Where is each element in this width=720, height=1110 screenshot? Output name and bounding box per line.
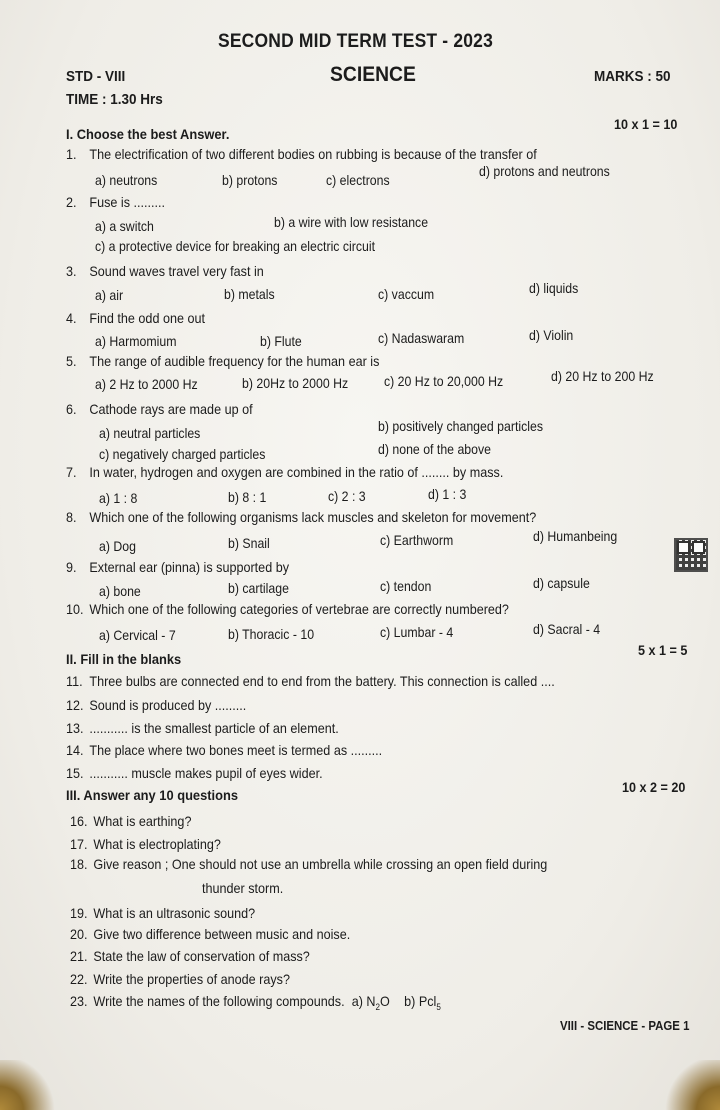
option: b) Thoracic - 10 bbox=[228, 626, 315, 642]
page-footer: VIII - SCIENCE - PAGE 1 bbox=[560, 1018, 690, 1033]
option: d) Sacral - 4 bbox=[533, 621, 601, 637]
question-17: 17. What is electroplating? bbox=[70, 836, 221, 852]
option: b) Flute bbox=[260, 333, 302, 349]
option: a) bone bbox=[99, 583, 141, 599]
section2-heading: II. Fill in the blanks bbox=[66, 651, 182, 667]
question-20: 20. Give two difference between music and noise. bbox=[70, 926, 351, 942]
option: d) 1 : 3 bbox=[428, 486, 467, 502]
option: c) tendon bbox=[380, 578, 432, 594]
qr-code bbox=[674, 538, 708, 572]
option: b) 20Hz to 2000 Hz bbox=[242, 375, 349, 391]
question-3: 3. Sound waves travel very fast in bbox=[66, 263, 264, 279]
option: d) Humanbeing bbox=[533, 528, 618, 544]
option: c) Lumbar - 4 bbox=[380, 624, 454, 640]
subject-title: SCIENCE bbox=[330, 63, 416, 86]
section1-heading: I. Choose the best Answer. bbox=[66, 126, 230, 142]
question-9: 9. External ear (pinna) is supported by bbox=[66, 559, 290, 575]
option: d) none of the above bbox=[378, 441, 492, 457]
option: a) Harmomium bbox=[95, 333, 177, 349]
option: b) a wire with low resistance bbox=[274, 214, 429, 230]
question-23: 23. Write the names of the following compounds. a) $N_2O$ b) Pcl$_5$ bbox=[70, 993, 441, 1012]
option: c) a protective device for breaking an electric circuit bbox=[95, 238, 376, 254]
option: a) 1 : 8 bbox=[99, 490, 138, 506]
option: d) 20 Hz to 200 Hz bbox=[551, 368, 654, 384]
question-1: 1. The electrification of two different bodies on rubbing is because of the transfer of bbox=[66, 146, 537, 162]
option: b) metals bbox=[224, 286, 275, 302]
question-7: 7. In water, hydrogen and oxygen are combined in the ratio of ........ by mass. bbox=[66, 464, 504, 480]
option: c) 20 Hz to 20,000 Hz bbox=[384, 373, 504, 389]
question-14: 14. The place where two bones meet is termed as ......... bbox=[66, 742, 383, 758]
option: c) 2 : 3 bbox=[328, 488, 366, 504]
time-label: TIME : 1.30 Hrs bbox=[66, 91, 163, 108]
option: d) protons and neutrons bbox=[479, 163, 610, 179]
question-12: 12. Sound is produced by ......... bbox=[66, 697, 247, 713]
option: b) 8 : 1 bbox=[228, 489, 267, 505]
option: a) neutral particles bbox=[99, 425, 201, 441]
option: c) vaccum bbox=[378, 286, 435, 302]
section1-marks: 10 x 1 = 10 bbox=[614, 116, 678, 132]
compound-b: b) Pcl$_5$ bbox=[404, 993, 441, 1012]
option: d) capsule bbox=[533, 575, 590, 591]
option: b) protons bbox=[222, 172, 278, 188]
option: b) Snail bbox=[228, 535, 270, 551]
option: d) Violin bbox=[529, 327, 574, 343]
option: a) 2 Hz to 2000 Hz bbox=[95, 376, 198, 392]
question-15: 15. ........... muscle makes pupil of eyes wider. bbox=[66, 765, 323, 781]
option: a) Cervical - 7 bbox=[99, 627, 176, 643]
option: b) positively changed particles bbox=[378, 418, 544, 434]
option: c) electrons bbox=[326, 172, 390, 188]
compound-a: a) $N_2O$ bbox=[351, 993, 390, 1012]
question-11: 11. Three bulbs are connected end to end from the battery. This connection is called .... bbox=[66, 673, 555, 689]
question-8: 8. Which one of the following organisms lack muscles and skeleton for movement? bbox=[66, 509, 537, 525]
exam-title: SECOND MID TERM TEST - 2023 bbox=[218, 31, 493, 52]
question-10: 10. Which one of the following categories of vertebrae are correctly numbered? bbox=[66, 601, 509, 617]
question-18-continued: thunder storm. bbox=[202, 880, 284, 896]
question-16: 16. What is earthing? bbox=[70, 813, 192, 829]
option: a) Dog bbox=[99, 538, 136, 554]
std-label: STD - VIII bbox=[66, 68, 126, 85]
option: a) neutrons bbox=[95, 172, 158, 188]
option: d) liquids bbox=[529, 280, 579, 296]
question-2: 2. Fuse is ......... bbox=[66, 194, 166, 210]
section2-marks: 5 x 1 = 5 bbox=[638, 642, 688, 658]
question-21: 21. State the law of conservation of mass? bbox=[70, 948, 310, 964]
question-5: 5. The range of audible frequency for the human ear is bbox=[66, 353, 380, 369]
question-19: 19. What is an ultrasonic sound? bbox=[70, 905, 256, 921]
section3-marks: 10 x 2 = 20 bbox=[622, 779, 686, 795]
paper-edge-decoration bbox=[0, 1060, 60, 1110]
marks-label: MARKS : 50 bbox=[594, 68, 671, 85]
option: c) Nadaswaram bbox=[378, 330, 465, 346]
question-13: 13. ........... is the smallest particle of an element. bbox=[66, 720, 339, 736]
question-4: 4. Find the odd one out bbox=[66, 310, 205, 326]
option: c) negatively charged particles bbox=[99, 446, 266, 462]
question-18: 18. Give reason ; One should not use an umbrella while crossing an open field during bbox=[70, 856, 548, 872]
option: a) air bbox=[95, 287, 124, 303]
question-22: 22. Write the properties of anode rays? bbox=[70, 971, 290, 987]
question-6: 6. Cathode rays are made up of bbox=[66, 401, 253, 417]
option: c) Earthworm bbox=[380, 532, 454, 548]
section3-heading: III. Answer any 10 questions bbox=[66, 787, 239, 803]
paper-edge-decoration bbox=[660, 1060, 720, 1110]
option: b) cartilage bbox=[228, 580, 289, 596]
option: a) a switch bbox=[95, 218, 154, 234]
